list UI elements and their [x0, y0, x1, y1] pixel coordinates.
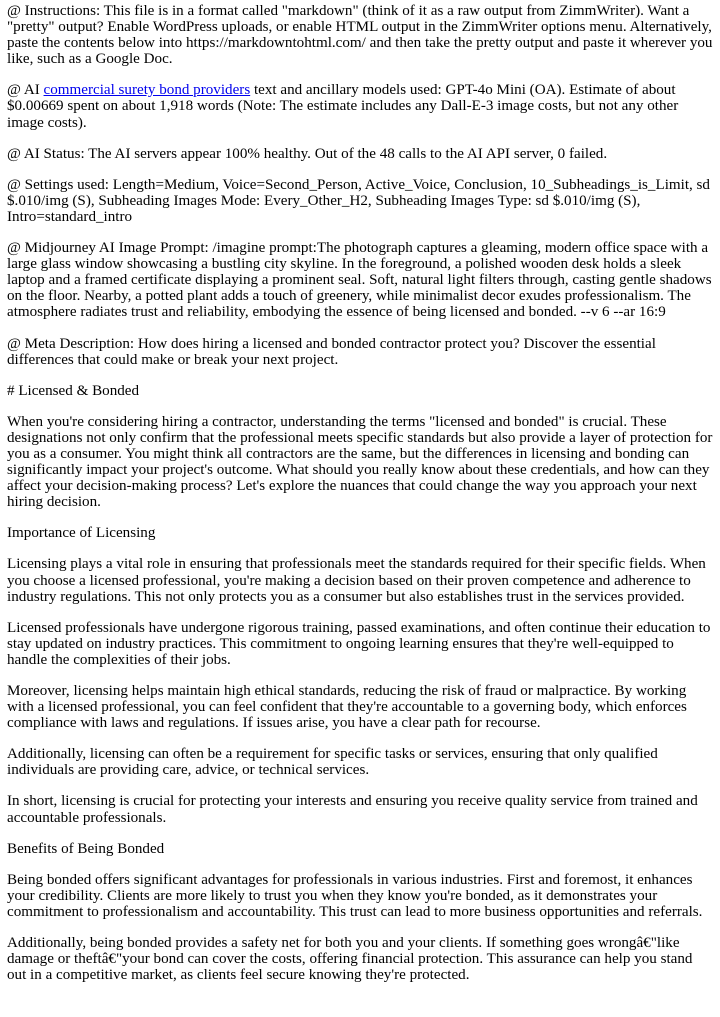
- body-paragraph: Licensed professionals have undergone rigorous training, passed examinations, and often continue their education to stay updated on industry practices. This commitment to ongoing learning ensures that they're well-equipped to handle the complexities of their jobs.: [7, 619, 711, 668]
- body-paragraph: Licensing plays a vital role in ensuring that professionals meet the standards required for their specific fields. When you choose a licensed professional, you're making a decision based on their proven competence and adherence to industry regulations. This not only protects you as a consumer but also establishes trust in the services provided.: [7, 556, 706, 605]
- page-title: # Licensed & Bonded: [7, 382, 140, 399]
- section-heading-bonded: Benefits of Being Bonded: [7, 840, 165, 857]
- ai-status-paragraph: @ AI Status: The AI servers appear 100% healthy. Out of the 48 calls to the AI API server, 0 failed.: [7, 145, 608, 162]
- body-paragraph: Moreover, licensing helps maintain high ethical standards, reducing the risk of fraud or malpractice. By working with a licensed professional, you can feel confident that they're accountable to a governing body, which enforces compliance with laws and regulations. If issues arise, you have a clear path for recourse.: [7, 683, 687, 732]
- ai-models-prefix: @ AI: [7, 82, 44, 99]
- commercial-surety-bond-providers-link[interactable]: commercial surety bond providers: [43, 82, 251, 99]
- body-paragraph: Being bonded offers significant advantages for professionals in various industries. First and foremost, it enhances your credibility. Clients are more likely to trust you when they know you're bonded, as it demonstrates your commitment to professionalism and accountability. This trust can lead to more business opportunities and referrals.: [7, 871, 703, 920]
- ai-models-paragraph: [7, 82, 713, 130]
- section-heading-licensing: Importance of Licensing: [7, 525, 156, 542]
- instructions-paragraph: @ Instructions: This file is in a format called "markdown" (think of it as a raw output from ZimmWriter). Want a "pretty" output? Enable WordPress uploads, or enable HTML output in the ZimmWriter options menu. Alternatively, paste the contents below into https://markdowntohtml.com/ and then take the pretty output and paste it wherever you like, such as a Google Doc.: [7, 3, 713, 68]
- body-paragraph: In short, licensing is crucial for protecting your interests and ensuring you receive quality service from trained and accountable professionals.: [7, 793, 698, 826]
- body-paragraph: Additionally, being bonded provides a safety net for both you and your clients. If something goes wrongâ€"like damage or theftâ€"your bond can cover the costs, offering financial protection. This assurance can help you stand out in a competitive market, as clients feel secure knowing they're protected.: [7, 935, 693, 984]
- body-paragraph: Additionally, licensing can often be a requirement for specific tasks or services, ensuring that only qualified individuals are providing care, advice, or technical services.: [7, 746, 658, 779]
- intro-paragraph: When you're considering hiring a contractor, understanding the terms "licensed and bonded" is crucial. These designations not only confirm that the professional meets specific standards but also provide a layer of protection for you as a consumer. You might think all contractors are the same, but the differences in licensing and bonding can significantly impact your project's outcome. What should you really know about these credentials, and how can they affect your decision-making process? Let's explore the nuances that could change the way you approach your next hiring decision.: [7, 413, 713, 511]
- midjourney-prompt-paragraph: @ Midjourney AI Image Prompt: /imagine prompt:The photograph captures a gleaming, modern office space with a large glass window showcasing a bustling city skyline. In the foreground, a polished wooden desk holds a sleek laptop and a framed certificate displaying a prominent seal. Soft, natural light filters through, casting gentle shadows on the floor. Nearby, a potted plant adds a touch of greenery, while minimalist decor exudes professionalism. The atmosphere radiates trust and reliability, embodying the essence of being licensed and bonded. --v 6 --ar 16:9: [7, 240, 712, 321]
- settings-paragraph: @ Settings used: Length=Medium, Voice=Second_Person, Active_Voice, Conclusion, 10_Subheadings_is_Limit, sd $.010/img (S), Subheading Images Mode: Every_Other_H2, Subheading Images Type: sd $.010/img (S), Intro=standard_intro: [7, 176, 710, 225]
- meta-description-paragraph: @ Meta Description: How does hiring a licensed and bonded contractor protect you? Discover the essential differences that could make or break your next project.: [7, 335, 656, 368]
- ai-models-suffix: text and ancillary models used: GPT-4o Mini (OA). Estimate of about $0.00669 spent on about 1,918 words (Note: The estimate includes any Dall-E-3 image costs, but not any other image costs).: [7, 82, 679, 131]
